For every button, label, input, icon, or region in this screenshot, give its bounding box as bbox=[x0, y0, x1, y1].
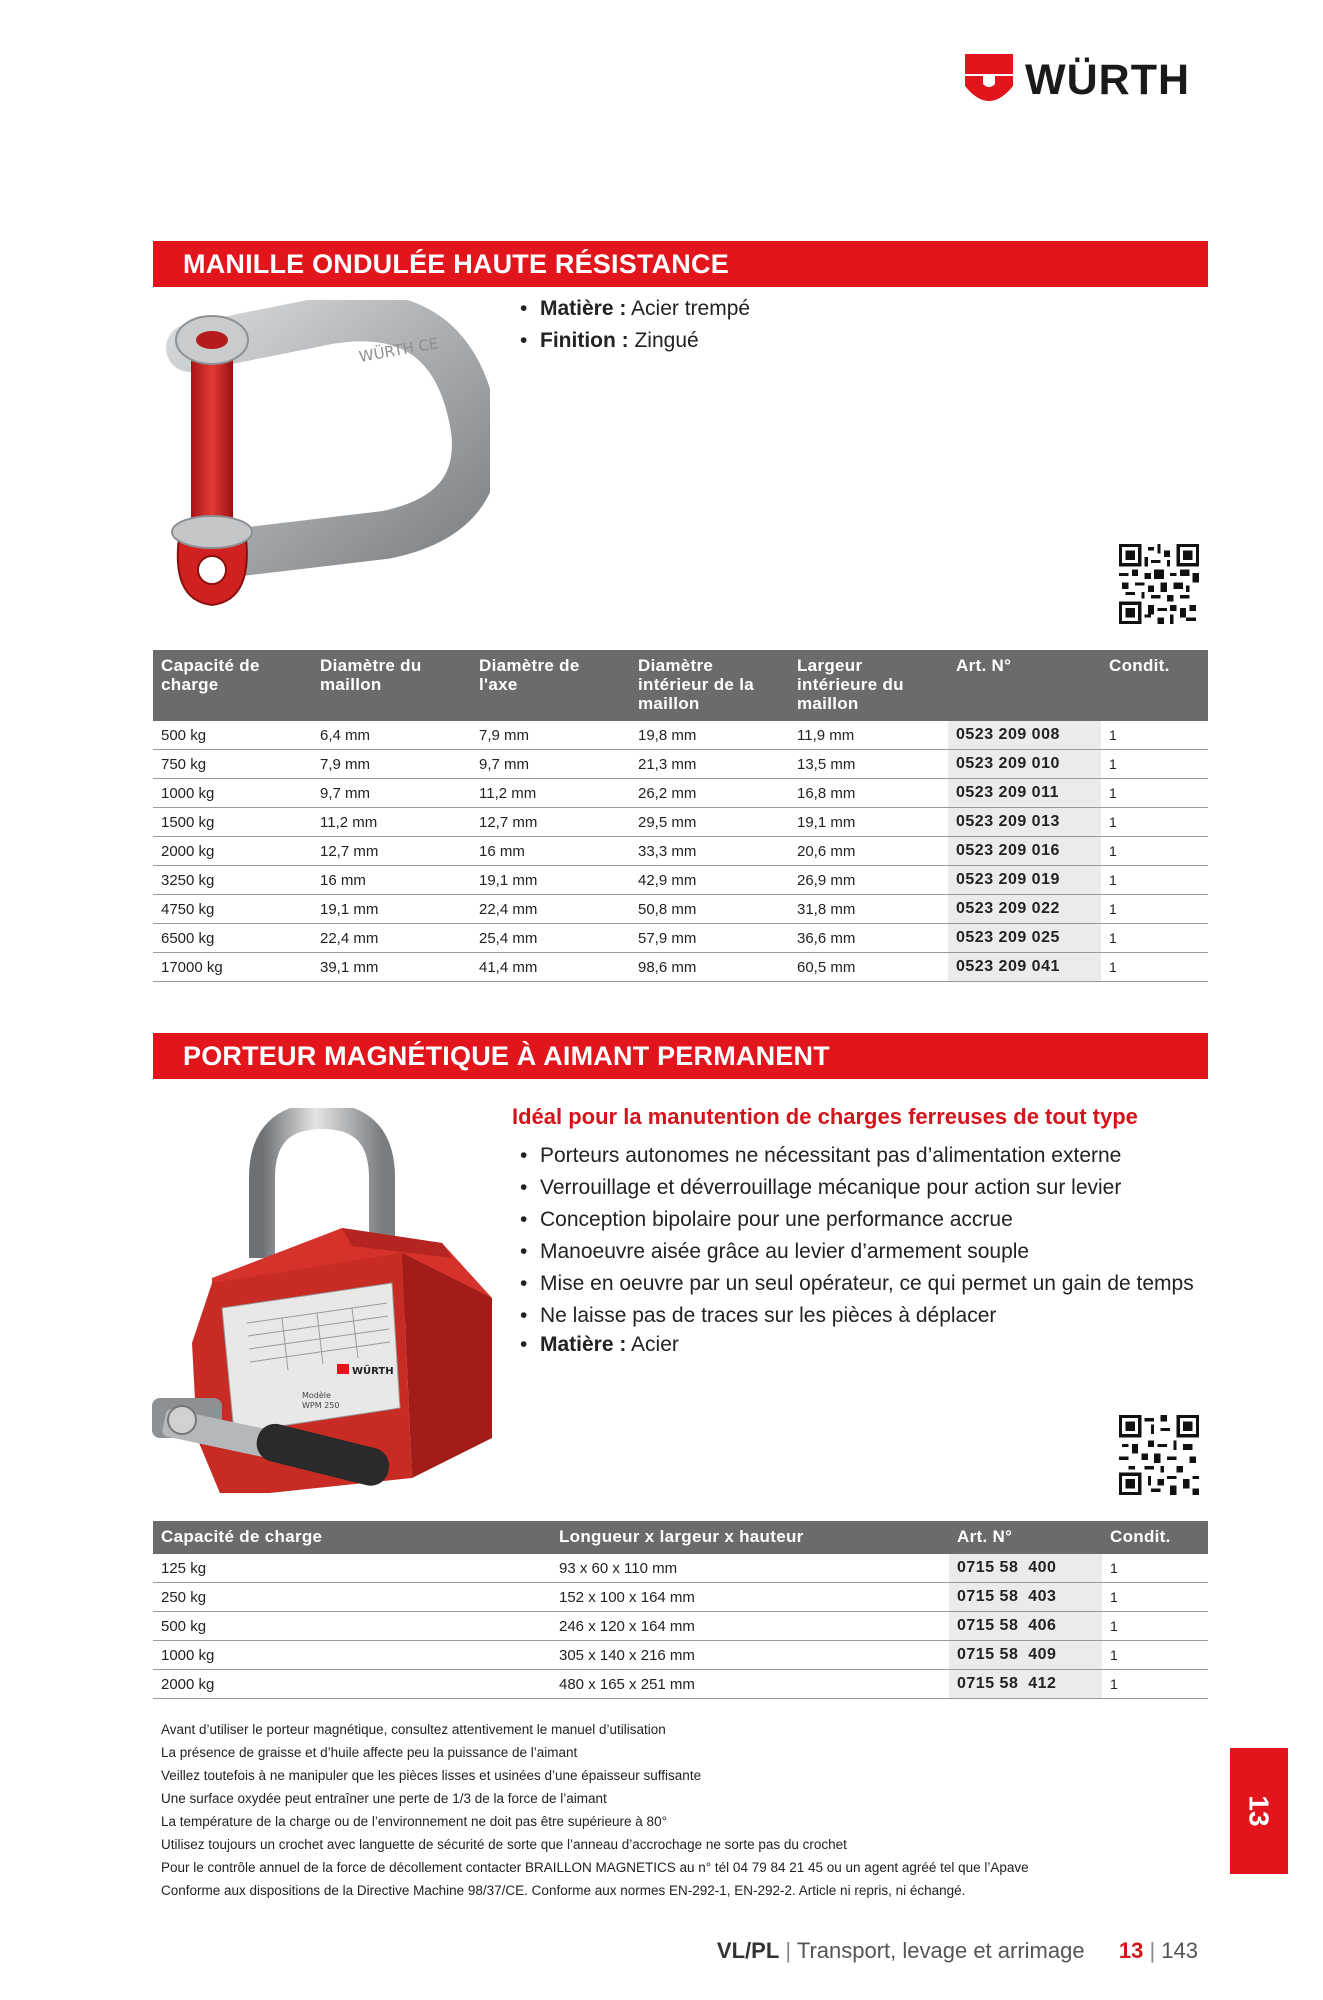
magnet-table bbox=[153, 1521, 1208, 1699]
note-line: La présence de graisse et d’huile affecte peu la puissance de l’aimant bbox=[161, 1745, 578, 1760]
section-title-magnet: PORTEUR MAGNÉTIQUE À AIMANT PERMANENT bbox=[153, 1033, 1208, 1079]
article-number[interactable]: 0523 209 016 bbox=[948, 837, 1101, 866]
footer-code: VL/PL bbox=[716, 1938, 780, 1963]
magnet-features bbox=[520, 1140, 1194, 1360]
shackle-features bbox=[520, 293, 750, 357]
col-header: Capacité de charge bbox=[153, 650, 312, 721]
col-header: Art. N° bbox=[948, 650, 1101, 721]
feature-material: • Matière : Acier trempé bbox=[520, 293, 750, 325]
note-line: Une surface oxydée peut entraîner une perte de 1/3 de la force de l’aimant bbox=[161, 1791, 607, 1806]
chapter-tab-number: 13 bbox=[1244, 1795, 1275, 1827]
shackle-image bbox=[155, 300, 490, 620]
table-row: 250 kg 152 x 100 x 164 mm 0715 58 403 1 bbox=[153, 1583, 1208, 1612]
product-label-brand: WÜRTH bbox=[352, 1366, 394, 1377]
col-header: Diamètre du maillon bbox=[312, 650, 471, 721]
article-number[interactable]: 0715 58 412 bbox=[949, 1670, 1102, 1699]
table-header-row bbox=[153, 1521, 1208, 1554]
qr-code-icon[interactable] bbox=[1119, 544, 1199, 624]
table-row: 500 kg 6,4 mm 7,9 mm 19,8 mm 11,9 mm 0523 209 008 1 bbox=[153, 721, 1208, 750]
table-row: 1000 kg 305 x 140 x 216 mm 0715 58 409 1 bbox=[153, 1641, 1208, 1670]
col-header: Diamètre de l'axe bbox=[471, 650, 630, 721]
product-label-line2: WPM 250 bbox=[302, 1401, 340, 1410]
wurth-logo-icon bbox=[963, 54, 1015, 106]
note-line: Utilisez toujours un crochet avec languette de sécurité de sorte que l’anneau d’accrochage ne sorte pas du crochet bbox=[161, 1837, 847, 1852]
magnet-tagline: Idéal pour la manutention de charges ferreuses de tout type bbox=[512, 1104, 1138, 1129]
table-row: 2000 kg 480 x 165 x 251 mm 0715 58 412 1 bbox=[153, 1670, 1208, 1699]
table-row: 17000 kg 39,1 mm 41,4 mm 98,6 mm 60,5 mm 0523 209 041 1 bbox=[153, 953, 1208, 982]
article-number[interactable]: 0523 209 008 bbox=[948, 721, 1101, 750]
feature-item: • Mise en oeuvre par un seul opérateur, ce qui permet un gain de temps bbox=[520, 1268, 1194, 1300]
table-row: 6500 kg 22,4 mm 25,4 mm 57,9 mm 36,6 mm 0523 209 025 1 bbox=[153, 924, 1208, 953]
note-line: Veillez toutefois à ne manipuler que les pièces lisses et usinées d’une épaisseur suffisante bbox=[161, 1768, 702, 1783]
chapter-tab[interactable] bbox=[1230, 1748, 1288, 1874]
note-line: Pour le contrôle annuel de la force de décollement contacter BRAILLON MAGNETICS au n° tél 04 79 84 21 45 ou un agent agréé tel que l’Apave bbox=[161, 1860, 1029, 1875]
footer-category: Transport, levage et arrimage bbox=[796, 1938, 1085, 1963]
article-number[interactable]: 0715 58 406 bbox=[949, 1612, 1102, 1641]
table-row: 1000 kg 9,7 mm 11,2 mm 26,2 mm 16,8 mm 0523 209 011 1 bbox=[153, 779, 1208, 808]
table-row: 2000 kg 12,7 mm 16 mm 33,3 mm 20,6 mm 0523 209 016 1 bbox=[153, 837, 1208, 866]
feature-item: • Verrouillage et déverrouillage mécanique pour action sur levier bbox=[520, 1172, 1194, 1204]
wurth-logo bbox=[963, 52, 1213, 108]
qr-code-icon[interactable] bbox=[1119, 1415, 1199, 1495]
page-footer: VL/PL | Transport, levage et arrimage 13 | 143 bbox=[716, 1938, 1198, 1963]
note-line: Avant d’utiliser le porteur magnétique, consultez attentivement le manuel d’utilisation bbox=[161, 1722, 666, 1737]
table-row: 3250 kg 16 mm 19,1 mm 42,9 mm 26,9 mm 0523 209 019 1 bbox=[153, 866, 1208, 895]
table-row: 750 kg 7,9 mm 9,7 mm 21,3 mm 13,5 mm 0523 209 010 1 bbox=[153, 750, 1208, 779]
article-number[interactable]: 0523 209 025 bbox=[948, 924, 1101, 953]
feature-material: • Matière : Acier bbox=[520, 1332, 1194, 1360]
table-row: 125 kg 93 x 60 x 110 mm 0715 58 400 1 bbox=[153, 1554, 1208, 1583]
table-row: 500 kg 246 x 120 x 164 mm 0715 58 406 1 bbox=[153, 1612, 1208, 1641]
article-number[interactable]: 0715 58 400 bbox=[949, 1554, 1102, 1583]
table-row: 1500 kg 11,2 mm 12,7 mm 29,5 mm 19,1 mm 0523 209 013 1 bbox=[153, 808, 1208, 837]
col-header: Largeur intérieure du maillon bbox=[789, 650, 948, 721]
shackle-table bbox=[153, 650, 1208, 982]
feature-item: • Conception bipolaire pour une performance accrue bbox=[520, 1204, 1194, 1236]
article-number[interactable]: 0715 58 409 bbox=[949, 1641, 1102, 1670]
footer-chapter: 13 bbox=[1118, 1938, 1144, 1963]
note-line: La température de la charge ou de l’environnement ne doit pas être supérieure à 80° bbox=[161, 1814, 667, 1829]
logo-text: WÜRTH bbox=[1025, 56, 1191, 104]
footer-page-number: 143 bbox=[1161, 1938, 1198, 1963]
feature-finish: • Finition : Zingué bbox=[520, 325, 750, 357]
section-title-shackle: MANILLE ONDULÉE HAUTE RÉSISTANCE bbox=[153, 241, 1208, 287]
article-number[interactable]: 0523 209 013 bbox=[948, 808, 1101, 837]
col-header: Capacité de charge bbox=[153, 1521, 551, 1554]
note-line: Conforme aux dispositions de la Directive Machine 98/37/CE. Conforme aux normes EN-292-1, EN-292-2. Article ni repris, ni échangé. bbox=[161, 1883, 966, 1898]
product-label-line1: Modèle bbox=[302, 1391, 331, 1400]
shackle-engraving: WÜRTH CE bbox=[357, 334, 440, 366]
col-header: Diamètre intérieur de la maillon bbox=[630, 650, 789, 721]
feature-item: • Ne laisse pas de traces sur les pièces à déplacer bbox=[520, 1300, 1194, 1332]
safety-notes bbox=[161, 1718, 1181, 1902]
article-number[interactable]: 0523 209 022 bbox=[948, 895, 1101, 924]
magnet-lifter-image bbox=[152, 1108, 497, 1493]
col-header: Art. N° bbox=[949, 1521, 1102, 1554]
article-number[interactable]: 0523 209 011 bbox=[948, 779, 1101, 808]
feature-item: • Porteurs autonomes ne nécessitant pas d’alimentation externe bbox=[520, 1140, 1194, 1172]
col-header: Condit. bbox=[1102, 1521, 1208, 1554]
article-number[interactable]: 0523 209 019 bbox=[948, 866, 1101, 895]
table-row: 4750 kg 19,1 mm 22,4 mm 50,8 mm 31,8 mm 0523 209 022 1 bbox=[153, 895, 1208, 924]
feature-item: • Manoeuvre aisée grâce au levier d’armement souple bbox=[520, 1236, 1194, 1268]
article-number[interactable]: 0523 209 010 bbox=[948, 750, 1101, 779]
col-header: Longueur x largeur x hauteur bbox=[551, 1521, 949, 1554]
table-header-row bbox=[153, 650, 1208, 721]
article-number[interactable]: 0523 209 041 bbox=[948, 953, 1101, 982]
article-number[interactable]: 0715 58 403 bbox=[949, 1583, 1102, 1612]
col-header: Condit. bbox=[1101, 650, 1208, 721]
